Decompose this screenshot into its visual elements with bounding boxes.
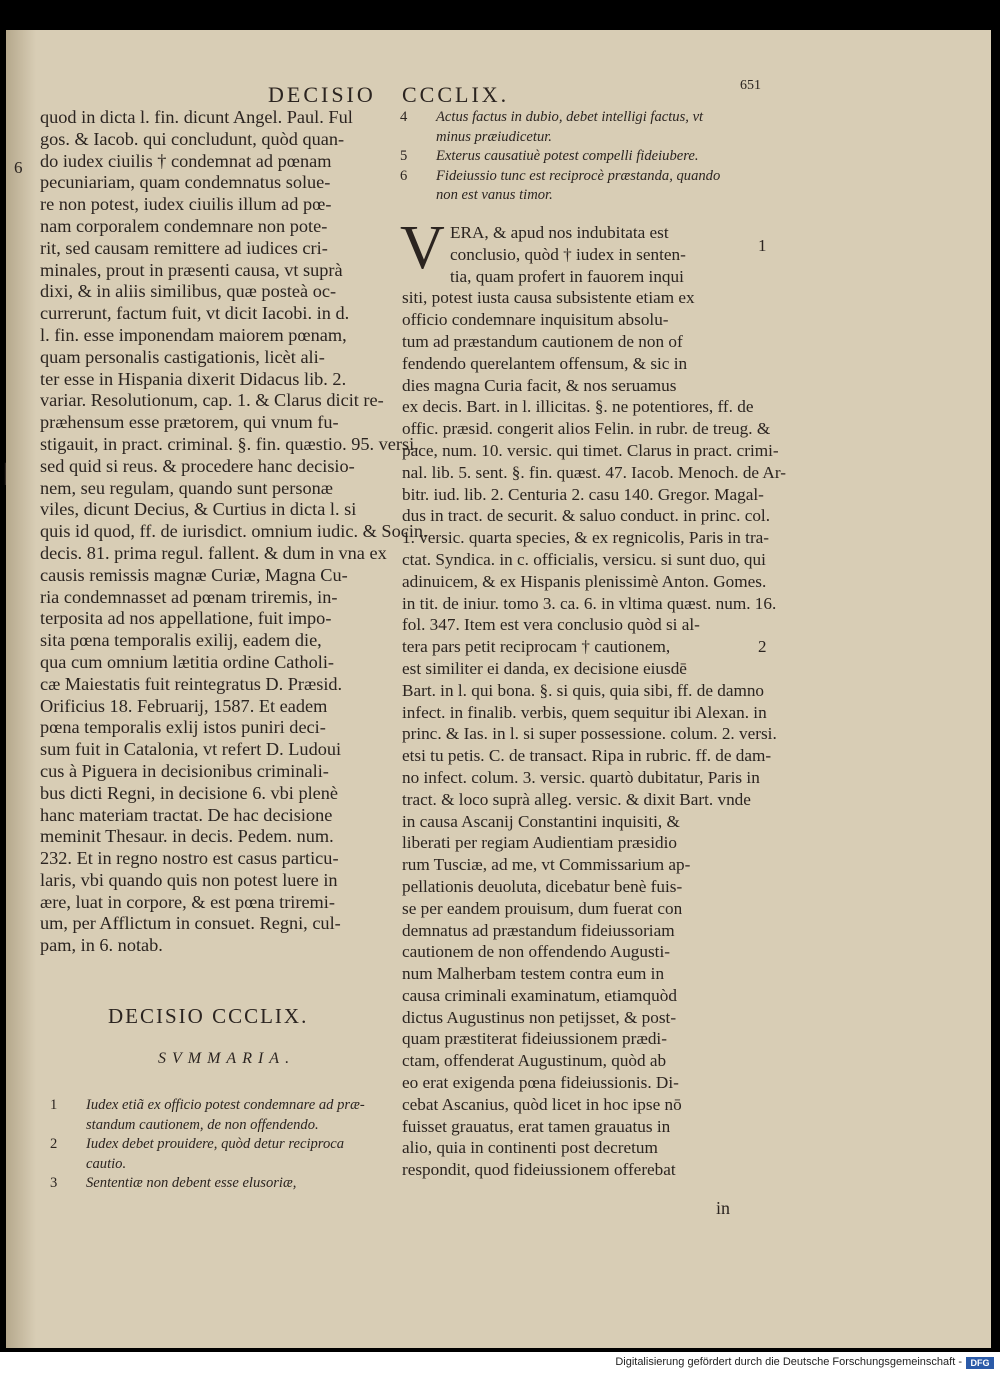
footer-bar: [0, 1352, 1000, 1375]
left-column-line: ria condemnasset ad pœnam triremis, in-: [40, 586, 338, 607]
right-column-line: bitr. iud. lib. 2. Centuria 2. casu 140. Gregor. Magal-: [402, 484, 764, 504]
right-column-line: pace, num. 10. versic. qui timet. Clarus in pract. crimi-: [402, 440, 779, 460]
summaria-list-right: [400, 108, 750, 206]
right-column-line: quam præstiterat fideiussionem prædi-: [402, 1029, 667, 1049]
right-column-line: no infect. colum. 3. versic. quartò dubitatur, Paris in: [402, 767, 760, 787]
summaria-item: [50, 1096, 395, 1116]
right-column-line: ctat. Syndica. in c. officialis, versicu. si sunt duo, qui: [402, 549, 766, 569]
right-column-line: est similiter ei danda, ex decisione eiusdē: [402, 658, 687, 678]
left-column-line: um, per Afflictum in consuet. Regni, cul-: [40, 913, 341, 934]
summaria-number: 4: [400, 109, 408, 125]
right-column-line: 1. versic. quarta species, & ex regnicolis, Paris in tra-: [402, 528, 770, 548]
left-column-line: qua cum omnium lætitia ordine Catholi-: [40, 651, 334, 672]
summaria-item: [50, 1135, 395, 1155]
right-column-line: se per eandem prouisum, dum fuerat con: [402, 898, 683, 918]
decisio-title: DECISIO CCCLIX.: [108, 1004, 309, 1028]
running-head-right: CCCLIX.: [402, 82, 510, 107]
left-column-line: causis remissis magnæ Curiæ, Magna Cu-: [40, 564, 348, 585]
right-column-line: tia, quam profert in fauorem inqui: [450, 266, 684, 286]
left-column-line: rit, sed causam remittere ad iudices cri-: [40, 237, 328, 258]
summaria-title: SVMMARIA.: [158, 1050, 296, 1067]
left-column-line: pecuniariam, quam condemnatus soluе-: [40, 172, 331, 193]
summaria-text: Exterus causatiuè potest compelli fideiubere.: [436, 148, 699, 164]
summaria-item: [400, 108, 750, 128]
right-column-line: in tit. de iniur. tomo 3. ca. 6. in vltima quæst. num. 16.: [402, 593, 777, 613]
right-column-line: respondit, quod fideiussionem offerebat: [402, 1160, 676, 1180]
right-column-line: num Malherbam testem contra eum in: [402, 964, 665, 984]
right-column-line: demnatus ad præstandum fideiussoriam: [402, 920, 675, 940]
running-head-left: DECISIO: [268, 82, 376, 107]
drop-cap: V: [400, 214, 445, 282]
left-column-line: decis. 81. prima regul. fallent. & dum in vna ex: [40, 542, 387, 563]
margin-note-left: 6: [14, 158, 23, 177]
left-column-line: meminit Thesaur. in decis. Pedem. num.: [40, 826, 334, 847]
right-column-line: dictus Augustinus non petijsset, & post-: [402, 1007, 677, 1027]
left-column-line: stigauit, in pract. criminal. §. fin. quæstio. 95. versi.: [40, 433, 419, 454]
margin-note-right-2: 2: [758, 637, 767, 656]
right-column-line: princ. & Ias. in l. si super possessione. colum. 2. versi.: [402, 724, 777, 744]
summaria-item: [400, 167, 750, 187]
margin-note-right-1: 1: [758, 236, 767, 255]
summaria-text: non est vanus timor.: [436, 187, 553, 203]
right-column-line: adinuicem, & ex Hispanis plenissimè Anton. Gomes.: [402, 571, 767, 591]
summaria-text: Actus factus in dubio, debet intelligi factus, vt: [436, 109, 704, 125]
left-column-line: ter esse in Hispania dixerit Didacus lib. 2.: [40, 368, 347, 389]
summaria-text: Iudex etiã ex officio potest condemnare ad præ-: [86, 1097, 365, 1113]
left-column-line: re non potest, iudex ciuilis illum ad pœ-: [40, 194, 332, 215]
margin-mark: |: [3, 460, 8, 486]
left-column-line: quis id quod, ff. de iurisdict. omnium iudic. & Socin.: [40, 521, 428, 542]
page-number: 651: [740, 78, 761, 93]
summaria-text: standum cautionem, de non offendendo.: [86, 1116, 319, 1133]
catchword: in: [716, 1198, 731, 1218]
left-column-line: variar. Resolutionum, cap. 1. & Clarus dicit re-: [40, 390, 384, 411]
dfg-logo: DFG: [966, 1357, 994, 1369]
left-column-line: quod in dicta l. fin. dicunt Angel. Paul. Ful: [40, 107, 353, 127]
page-gutter-shadow: [6, 30, 36, 1348]
left-column-line: nam corporalem condemnare non pote-: [40, 215, 328, 236]
right-column-line: causa criminali examinatum, etiamquòd: [402, 985, 677, 1005]
left-column-line: dixi, & in aliis similibus, quæ posteà oc-: [40, 281, 337, 302]
summaria-text: Sententiæ non debent esse elusoriæ,: [86, 1175, 297, 1191]
right-column-line: fol. 347. Item est vera conclusio quòd si al-: [402, 615, 700, 635]
summaria-text: cautio.: [86, 1155, 127, 1172]
right-column-line: pellationis deuoluta, dicebatur benè fuis-: [402, 876, 683, 896]
summaria-number: 1: [50, 1097, 58, 1113]
left-column-line: ære, luat in corpore, & est pœna triremi-: [40, 891, 335, 912]
left-column-line: currerunt, factum fuit, vt dicit Iacobi. in d.: [40, 303, 350, 324]
summaria-number: 3: [50, 1175, 58, 1191]
left-column-line: quam personalis castigationis, licèt ali-: [40, 346, 325, 367]
left-column-line: laris, vbi quando quis non potest luere in: [40, 869, 338, 890]
left-column-line: cus à Piguera in decisionibus criminali-: [40, 760, 329, 781]
right-column-line: dus in tract. de securit. & saluo conduct. in princ. col.: [402, 506, 771, 526]
left-column: [40, 107, 428, 957]
left-column-line: pam, in 6. notab.: [40, 935, 163, 956]
right-column-line: tract. & loco suprà alleg. versic. & dixit Bart. vnde: [402, 789, 751, 809]
right-column-line: offic. præsid. congerit alios Felin. in rubr. de treug. &: [402, 419, 771, 439]
left-column-line: nem, seu regulam, quando sunt personæ: [40, 477, 333, 498]
right-column-line: tum ad præstandum cautionem de non of: [402, 331, 683, 351]
summaria-text: Fideiussio tunc est reciprocè præstanda, quando: [436, 167, 721, 184]
right-column-line: eo erat exigenda pœna fideiussionis. Di-: [402, 1073, 679, 1093]
right-column-line: ex decis. Bart. in l. illicitas. §. ne potentiores, ff. de: [402, 397, 754, 417]
right-column-line: conclusio, quòd † iudex in senten-: [450, 244, 686, 264]
right-column-line: Bart. in l. qui bona. §. si quis, quia sibi, ff. de damno: [402, 680, 765, 700]
right-column-line: cebat Ascanius, quòd licet in hoc ipse nō: [402, 1094, 682, 1114]
right-column-line: siti, potest iusta causa subsistente etiam ex: [402, 288, 695, 308]
summaria-item: [400, 147, 750, 167]
right-column-line: dies magna Curia facit, & nos seruamus: [402, 375, 677, 395]
left-column-line: sed quid si reus. & procedere hanc decisio-: [40, 455, 355, 476]
right-column-line: fendendo querelantem offensum, & sic in: [402, 353, 688, 373]
summaria-number: 2: [50, 1136, 58, 1152]
right-column-line: etsi tu petis. C. de transact. Ripa in rubric. ff. de dam-: [402, 746, 772, 766]
summaria-item: [400, 186, 750, 206]
right-column: [402, 222, 786, 1181]
right-column-line: in causa Ascanij Constantini inquisiti, &: [402, 811, 680, 831]
left-column-line: terposita ad nos appellatione, fuit impo-: [40, 608, 332, 629]
left-column-line: cæ Maiestatis fuit reintegratus D. Præsid.: [40, 673, 343, 694]
summaria-number: 6: [400, 167, 408, 184]
right-column-line: fuisset grauatus, erat tamen grauatus in: [402, 1116, 671, 1136]
left-column-line: gos. & Iacob. qui concludunt, quòd quan-: [40, 128, 345, 149]
summaria-number: 5: [400, 148, 408, 164]
left-column-line: do iudex ciuilis † condemnat ad pœnam: [40, 150, 332, 171]
right-column-line: liberati per regiam Audientiam præsidio: [402, 833, 677, 853]
left-column-line: l. fin. esse imponendam maiorem pœnam,: [40, 324, 347, 345]
right-column-line: officio condemnare inquisitum absolu-: [402, 310, 669, 330]
left-column-line: præhensum esse prætorem, qui vnum fu-: [40, 412, 339, 433]
left-column-line: pœna temporalis exlij istos puniri deci-: [40, 717, 326, 738]
right-column-line: rum Tusciæ, ad me, vt Commissarium ap-: [402, 855, 691, 875]
summaria-list-left: [50, 1096, 395, 1194]
left-column-line: 232. Et in regno nostro est casus particu-: [40, 848, 339, 869]
right-column-line: nal. lib. 5. sent. §. fin. quæst. 47. Iacob. Menoch. de Ar-: [402, 462, 786, 482]
right-column-line: cautionem de non offendendo Augusti-: [402, 942, 670, 962]
footer-text: Digitalisierung gefördert durch die Deutsche Forschungsgemeinschaft -: [615, 1356, 962, 1368]
left-column-line: sum fuit in Catalonia, vt refert D. Ludoui: [40, 739, 342, 760]
right-column-line: tera pars petit reciprocam † cautionem,: [402, 637, 671, 657]
left-column-line: bus dicti Regni, in decisione 6. vbi plenè: [40, 782, 339, 803]
summaria-item: [50, 1116, 395, 1136]
summaria-item: [400, 128, 750, 148]
right-column-line: ctam, offenderat Augustinum, quòd ab: [402, 1051, 667, 1071]
summaria-text: Iudex debet prouidere, quòd detur reciproca: [86, 1136, 345, 1152]
left-column-line: viles, dicunt Decius, & Curtius in dicta l. si: [40, 499, 357, 520]
left-column-line: Orificius 18. Februarij, 1587. Et eadem: [40, 695, 328, 716]
left-column-line: sita pœna temporalis exilij, eadem die,: [40, 630, 322, 651]
summaria-item: [50, 1174, 395, 1194]
left-column-line: hanc materiam tractat. De hac decisione: [40, 804, 333, 825]
summaria-item: [50, 1155, 395, 1175]
right-column-line: alio, quia in continenti post decretum: [402, 1138, 658, 1158]
right-column-line: infect. in finalib. verbis, quem sequitur ibi Alexan. in: [402, 702, 767, 722]
right-column-line: ERA, & apud nos indubitata est: [450, 223, 669, 242]
summaria-text: minus præiudicetur.: [436, 128, 552, 145]
left-column-line: minales, prout in præsenti causa, vt suprà: [40, 259, 343, 280]
